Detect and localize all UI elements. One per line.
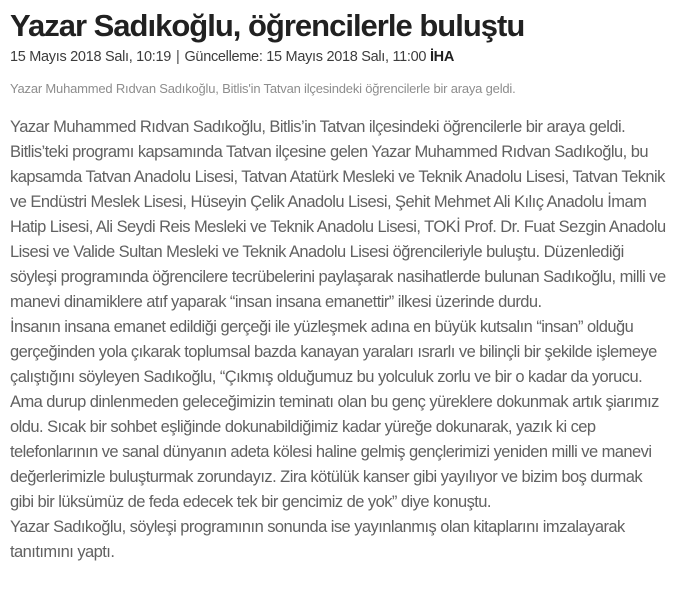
news-article: [0, 8, 676, 610]
published-date: 15 Mayıs 2018 Salı, 10:19: [10, 48, 171, 65]
article-paragraph-1: Yazar Muhammed Rıdvan Sadıkoğlu, Bitlis’in Tatvan ilçesindeki öğrencilerle bir araya geldi. Bitlis’teki programı kapsamında Tatvan ilçesine gelen Yazar Muhammed Rıdvan Sadıkoğlu, bu kapsamda Tatvan Anadolu Lisesi, Tatvan Atatürk Mesleki ve Teknik Anadolu Lisesi, Tatvan Teknik ve Endüstri Meslek Lisesi, Hüseyin Çelik Anadolu Lisesi, Şehit Mehmet Ali Kılıç Anadolu İmam Hatip Lisesi, Ali Seydi Reis Mesleki ve Teknik Anadolu Lisesi, TOKİ Prof. Dr. Fuat Sezgin Anadolu Lisesi ve Valide Sultan Mesleki ve Teknik Anadolu Lisesi öğrencileriyle buluştu. Düzenlediği söyleşi programında öğrencilere tecrübelerini paylaşarak nasihatlerde bulunan Sadıkoğlu, milli ve manevi dinamiklere atıf yaparak “insan insana emanettir” ilkesi üzerinde durdu.: [10, 117, 666, 311]
news-agency-label: İHA: [429, 48, 455, 65]
article-paragraph-2: İnsanın insana emanet edildiği gerçeği ile yüzleşmek adına en büyük kutsalın “insan” olduğu gerçeğinden yola çıkarak toplumsal bazda kanayan yaraları ısrarlı ve bilinçli bir şekilde işlemeye çalıştığını söyleyen Sadıkoğlu, “Çıkmış olduğumuz bu yolculuk zorlu ve bir o kadar da yorucu. Ama durup dinlenmeden geleceğimizin teminatı olan bu genç yüreklere dokunmak artık şiarımız oldu. Sıcak bir sohbet eşliğinde dokunabildiğimiz kadar yüreğe dokunarak, yazık ki cep telefonlarının ve sanal dünyanın adeta kölesi haline gelmiş gençlerimizi yeniden milli ve manevi değerlerimizle buluşturmak zorundayız. Zira kötülük kanser gibi yayılıyor ve bizim boş durmak gibi bir lüksümüz de feda edecek tek bir gencimiz de yok” diye konuştu.: [10, 317, 659, 511]
updated-date: 15 Mayıs 2018 Salı, 11:00: [266, 48, 427, 65]
article-paragraph-3: Yazar Sadıkoğlu, söyleşi programının sonunda ise yayınlanmış olan kitaplarını imzalayarak tanıtımını yaptı.: [10, 517, 625, 561]
article-body: [10, 115, 666, 565]
article-meta: [10, 49, 666, 65]
meta-separator: |: [175, 48, 180, 65]
article-lead: Yazar Muhammed Rıdvan Sadıkoğlu, Bitlis'in Tatvan ilçesindeki öğrencilerle bir araya geldi.: [10, 80, 516, 96]
updated-label: Güncelleme:: [184, 48, 263, 65]
page-title: Yazar Sadıkoğlu, öğrencilerle buluştu: [10, 8, 525, 43]
